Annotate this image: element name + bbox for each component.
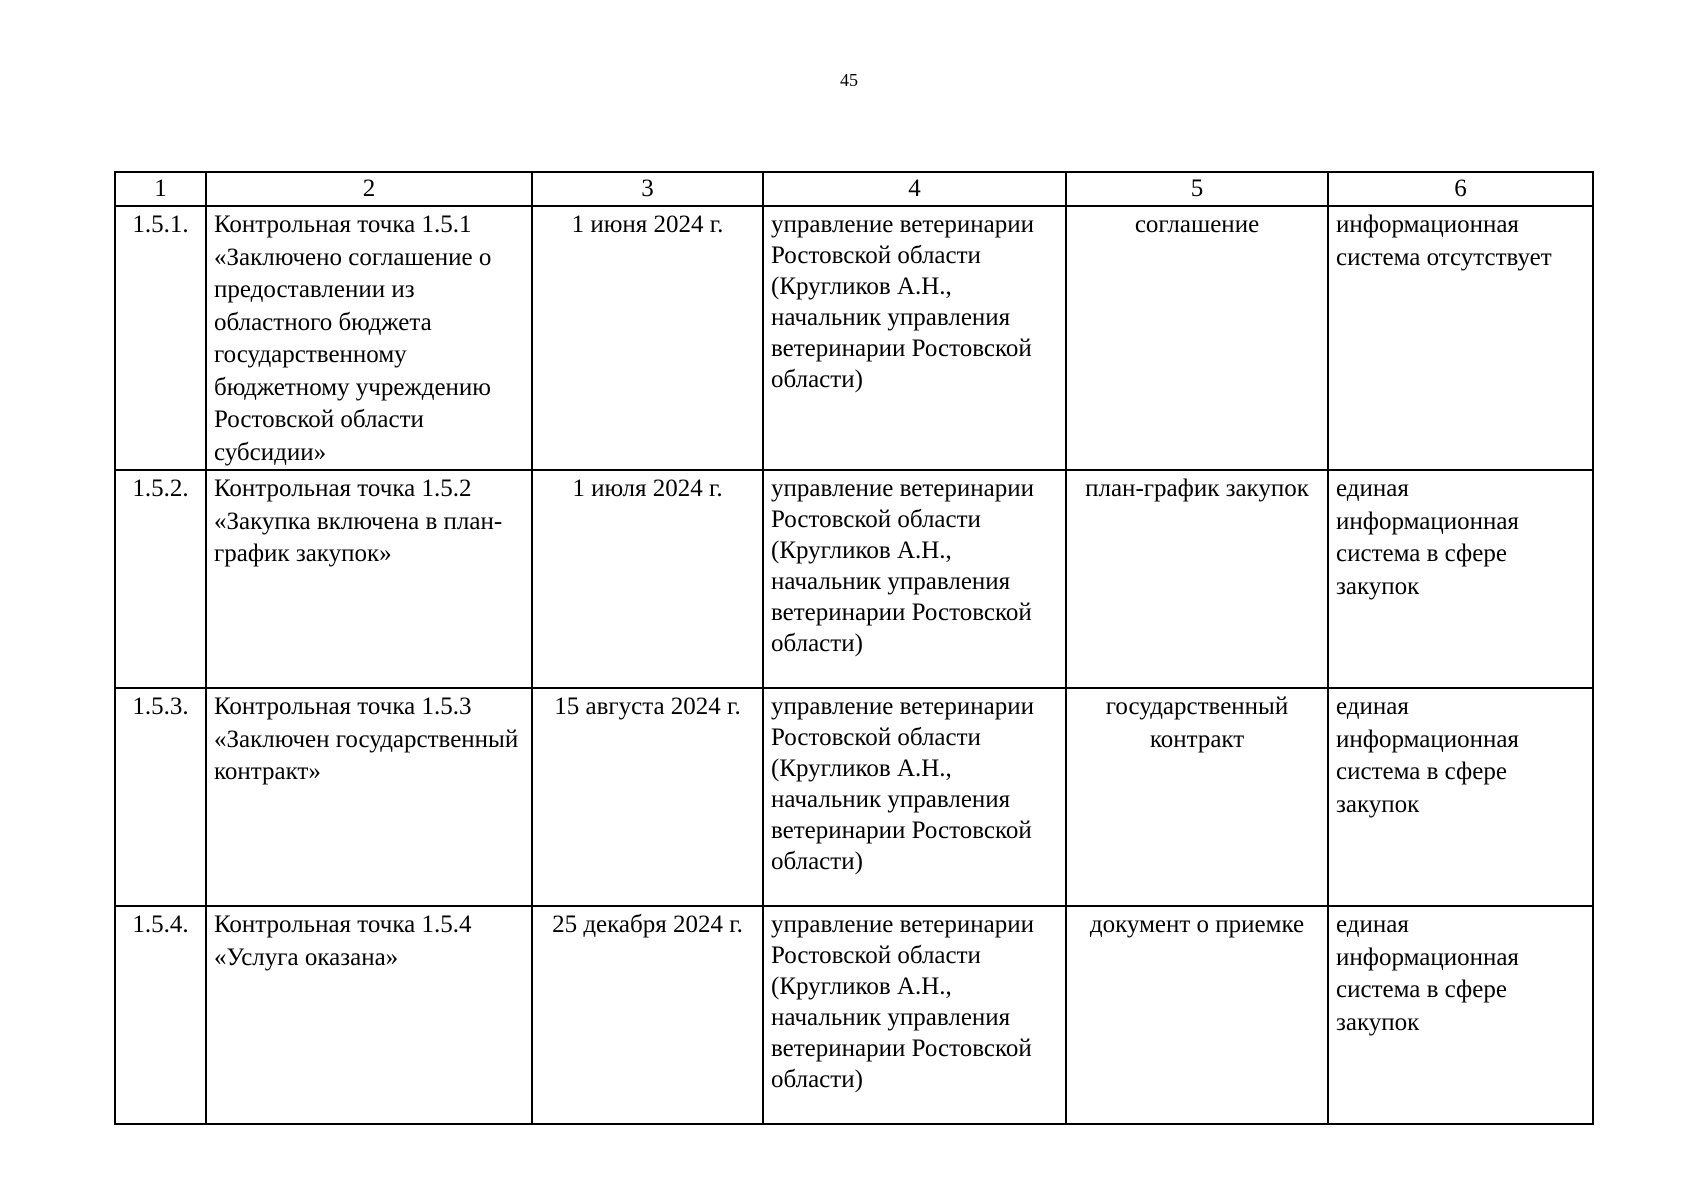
information-system: информационная система отсутствует [1328, 206, 1593, 470]
header-cell-4: 4 [763, 172, 1066, 206]
document-type: план-график закупок [1066, 470, 1328, 688]
responsible-executor: управление ветеринарии Ростовской области (Кругликов А.Н., начальник управления ветеринарии Ростовской области) [763, 688, 1066, 906]
table-row [115, 906, 1593, 1124]
control-point-name: Контрольная точка 1.5.1 «Заключено соглашение о предоставлении из областного бюджета государственному бюджетному учреждению Ростовской области субсидии» [206, 206, 532, 470]
responsible-executor: управление ветеринарии Ростовской области (Кругликов А.Н., начальник управления ветеринарии Ростовской области) [763, 906, 1066, 1124]
deadline-date: 1 июля 2024 г. [532, 470, 763, 688]
control-points-table [114, 171, 1594, 1125]
page-number: 45 [840, 70, 858, 90]
row-number: 1.5.3. [115, 688, 206, 906]
table-row [115, 206, 1593, 470]
table-row [115, 470, 1593, 688]
information-system: единая информационная система в сфере закупок [1328, 906, 1593, 1124]
row-number: 1.5.2. [115, 470, 206, 688]
document-type: соглашение [1066, 206, 1328, 470]
header-cell-2: 2 [206, 172, 532, 206]
deadline-date: 1 июня 2024 г. [532, 206, 763, 470]
row-number: 1.5.4. [115, 906, 206, 1124]
information-system: единая информационная система в сфере закупок [1328, 688, 1593, 906]
header-cell-6: 6 [1328, 172, 1593, 206]
header-row [115, 172, 1593, 206]
document-type: государственный контракт [1066, 688, 1328, 906]
control-point-name: Контрольная точка 1.5.3 «Заключен государственный контракт» [206, 688, 532, 906]
responsible-executor: управление ветеринарии Ростовской области (Кругликов А.Н., начальник управления ветеринарии Ростовской области) [763, 470, 1066, 688]
document-type: документ о приемке [1066, 906, 1328, 1124]
deadline-date: 15 августа 2024 г. [532, 688, 763, 906]
header-cell-3: 3 [532, 172, 763, 206]
control-point-name: Контрольная точка 1.5.2 «Закупка включена в план-график закупок» [206, 470, 532, 688]
deadline-date: 25 декабря 2024 г. [532, 906, 763, 1124]
header-cell-5: 5 [1066, 172, 1328, 206]
table-row [115, 688, 1593, 906]
row-number: 1.5.1. [115, 206, 206, 470]
responsible-executor: управление ветеринарии Ростовской области (Кругликов А.Н., начальник управления ветеринарии Ростовской области) [763, 206, 1066, 470]
control-point-name: Контрольная точка 1.5.4 «Услуга оказана» [206, 906, 532, 1124]
information-system: единая информационная система в сфере закупок [1328, 470, 1593, 688]
header-cell-1: 1 [115, 172, 206, 206]
